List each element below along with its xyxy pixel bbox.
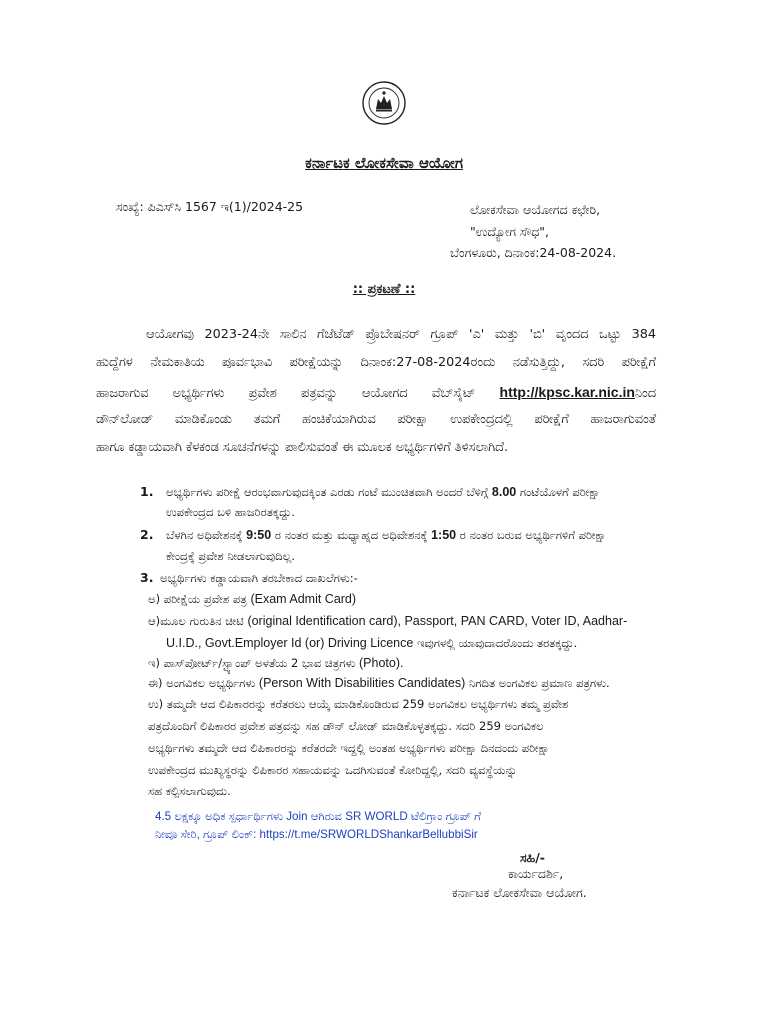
instruction-1-time: 8.00 [491,485,517,499]
instruction-3-line-1: ಅಭ್ಯರ್ಥಿಗಳು ಕಡ್ಡಾಯವಾಗಿ ತರಬೇಕಾದ ದಾಖಲೆಗಳು:- [160,571,358,585]
instruction-1-number: 1. [140,484,154,499]
instruction-2-line-1 [166,528,606,543]
instruction-1-text-end: ಗಂಟೆಯೊಳಗೆ ಪರೀಕ್ಷಾ [519,485,601,499]
instruction-2-number: 2. [140,527,154,542]
org-title: ಕರ್ನಾಟಕ ಲೋಕಸೇವಾ ಆಯೋಗ [305,154,463,172]
document-item-e-line-4: ಉಪಕೇಂದ್ರದ ಮುಖ್ಯಸ್ಥರನ್ನು ಲಿಪಿಕಾರರ ಸಹಾಯವನ್ನು ಒದಗಿಸುವಂತೆ ಕೋರಿದ್ದಲ್ಲಿ, ಸದರಿ ವ್ಯವಸ್ಥೆಯನ್ನು [148,763,518,777]
instruction-2-text-mid: ರ ನಂತರ ಮತ್ತು ಮಧ್ಯಾಹ್ನದ ಅಧಿವೇಶನಕ್ಕೆ [274,528,428,542]
document-item-c-text: ಇ) ಪಾಸ್‌ಪೋರ್ಟ್/ಸ್ಟ್ಯಾಂಪ್ ಅಳತೆಯ 2 ಭಾವ ಚಿತ್ರಗಳು [148,656,356,670]
instruction-2-time-2: 1:50 [431,528,457,542]
document-item-e-line-1: ಉ) ತಮ್ಮದೇ ಆದ ಲಿಪಿಕಾರರನ್ನು ಕರೆತರಲು ಆಯ್ಕೆ ಮಾಡಿಕೊಂಡಿರುವ 259 ಅಂಗವಿಕಲ ಅಭ್ಯರ್ಥಿಗಳು ತಮ್ಮ ಪ್ರವೇಶ [148,697,569,711]
document-item-d [148,676,610,691]
intro-line-5: ಹಾಗೂ ಕಡ್ಡಾಯವಾಗಿ ಕೆಳಕಂಡ ಸೂಚನೆಗಳನ್ನು ಪಾಲಿಸುವಂತೆ ಈ ಮೂಲಕ ಅಭ್ಯರ್ಥಿಗಳಿಗೆ ತಿಳಿಸಲಾಗಿದೆ. [96,440,509,455]
document-item-c [148,656,403,671]
intro-line-3-text: ಹಾಜರಾಗುವ ಅಭ್ಯರ್ಥಿಗಳು ಪ್ರವೇಶ ಪತ್ರವನ್ನು ಆಯೋಗದ ವೆಬ್‌ಸೈಟ್ [96,386,476,401]
instruction-2-text: ಬೆಳಗಿನ ಅಧಿವೇಶನಕ್ಕೆ [166,528,243,542]
signature-designation: ಕಾರ್ಯದರ್ಶಿ, [508,866,564,881]
document-item-d-text: ಈ) ಅಂಗವಿಕಲ ಅಭ್ಯರ್ಥಿಗಳು [148,676,256,690]
document-item-c-english: (Photo). [359,656,404,670]
instruction-2-time-1: 9:50 [246,528,272,542]
document-item-b-english: (original Identification card), Passport, PAN CARD, Voter ID, Aadhar- [247,614,628,628]
signature-organisation: ಕರ್ನಾಟಕ ಲೋಕಸೇವಾ ಆಯೋಗ. [452,885,587,900]
office-address-line-1: ಲೋಕಸೇವಾ ಆಯೋಗದ ಕಛೇರಿ, [470,202,601,217]
office-date-line: ಬೆಂಗಳೂರು, ದಿನಾಂಕ:24-08-2024. [450,245,617,260]
document-item-e-line-3: ಅಭ್ಯರ್ಥಿಗಳು ತಮ್ಮದೇ ಆದ ಲಿಪಿಕಾರರನ್ನು ಕರೆತರದೇ ಇದ್ದಲ್ಲಿ ಅಂತಹ ಅಭ್ಯರ್ಥಿಗಳು ಪರೀಕ್ಷಾ ದಿನದಂದು ಪರೀಕ್ಷಾ [148,741,550,755]
instruction-3-number: 3. [140,570,154,585]
document-item-b-line-2 [166,636,577,651]
document-item-a-text: ಅ) ಪರೀಕ್ಷೆಯ ಪ್ರವೇಶ ಪತ್ರ [148,592,247,606]
instruction-1-line-2: ಉಪಕೇಂದ್ರದ ಬಳಿ ಹಾಜರಿರತಕ್ಕದ್ದು. [166,505,295,519]
document-item-a-english: (Exam Admit Card) [250,592,357,606]
instruction-1-text: ಅಭ್ಯರ್ಥಿಗಳು ಪರೀಕ್ಷೆ ಆರಂಭವಾಗುವುದಕ್ಕಿಂತ ಎರಡು ಗಂಟೆ ಮುಂಚಿತವಾಗಿ ಅಂದರೆ ಬೆಳಿಗ್ಗೆ [166,485,489,499]
instruction-2-text-end: ರ ನಂತರ ಬರುವ ಅಭ್ಯರ್ಥಿಗಳಿಗೆ ಪರೀಕ್ಷಾ [459,528,607,542]
document-item-d-english: (Person With Disabilities Candidates) [258,676,466,690]
intro-line-3 [96,384,656,401]
document-item-a [148,592,356,607]
document-item-e-line-2: ಪತ್ರದೊಂದಿಗೆ ಲಿಪಿಕಾರರ ಪ್ರವೇಶ ಪತ್ರವನ್ನು ಸಹ ಡೌನ್ ಲೋಡ್ ಮಾಡಿಕೊಳ್ಳತಕ್ಕದ್ದು. ಸದರಿ 259 ಅಂಗವಿಕಲ [148,719,544,733]
kpsc-website-link[interactable]: http://kpsc.kar.nic.in [499,384,635,400]
signature-mark: ಸಹಿ/- [520,850,545,865]
telegram-promo-line-2[interactable]: ನೀವೂ ಸೇರಿ, ಗ್ರೂಪ್ ಲಿಂಕ್: https://t.me/SRWORLDShankarBellubbiSir [155,828,478,841]
telegram-promo-line-1: 4.5 ಲಕ್ಷಕ್ಕೂ ಅಧಿಕ ಸ್ಪರ್ಧಾರ್ಥಿಗಳು Join ಆಗಿರುವ SR WORLD ಟೆಲಿಗ್ರಾಂ ಗ್ರೂಪ್ ಗೆ [155,810,481,823]
reference-number: ಸಂಖ್ಯೆ: ಪಿಎಸ್‌ಸಿ 1567 ಇ(1)/2024-25 [116,199,304,214]
document-item-d-suffix: ನಿಗದಿತ ಅಂಗವಿಕಲ ಪ್ರಮಾಣ ಪತ್ರಗಳು. [468,676,610,690]
intro-line-3-suffix: ನಿಂದ [634,386,656,401]
intro-line-4: ಡೌನ್‌ಲೋಡ್ ಮಾಡಿಕೊಂಡು ತಮಗೆ ಹಂಚಿಕೆಯಾಗಿರುವ ಪರೀಕ್ಷಾ ಉಪಕೇಂದ್ರದಲ್ಲಿ ಪರೀಕ್ಷೆಗೆ ಹಾಜರಾಗುವಂತೆ [96,412,656,427]
instruction-2-line-2: ಕೇಂದ್ರಕ್ಕೆ ಪ್ರವೇಶ ನೀಡಲಾಗುವುದಿಲ್ಲ. [166,549,296,563]
intro-line-2: ಹುದ್ದೆಗಳ ನೇಮಕಾತಿಯ ಪೂರ್ವಭಾವಿ ಪರೀಕ್ಷೆಯನ್ನು ದಿನಾಂಕ:27-08-2024ರಂದು ನಡೆಸುತ್ತಿದ್ದು, ಸದರಿ ಪರೀಕ್ಷೆಗೆ [96,355,656,370]
notice-heading: :: ಪ್ರಕಟಣೆ :: [352,282,416,297]
document-item-b2-english: U.I.D., Govt.Employer Id (or) Driving Licence [166,636,414,650]
document-item-b-text: ಆ)ಮೂಲ ಗುರುತಿನ ಚೀಟಿ [148,614,244,628]
document-item-e-line-5: ಸಹ ಕಲ್ಪಿಸಲಾಗುವುದು. [148,784,231,798]
office-address-line-2: "ಉದ್ಯೋಗ ಸೌಧ", [470,224,550,239]
intro-line-1: ಆಯೋಗವು 2023-24ನೇ ಸಾಲಿನ ಗೆಜೆಟೆಡ್ ಪ್ರೊಬೇಷನರ್ ಗ್ರೂಪ್ 'ಎ' ಮತ್ತು 'ಬಿ' ವೃಂದದ ಒಟ್ಟು 384 [146,327,656,342]
document-item-b [148,614,627,629]
instruction-1-line-1 [166,485,600,500]
government-seal-icon [361,80,407,126]
document-item-b2-text: ಇವುಗಳಲ್ಲಿ ಯಾವುದಾದರೊಂದು ತರತಕ್ಕದ್ದು. [416,636,578,650]
